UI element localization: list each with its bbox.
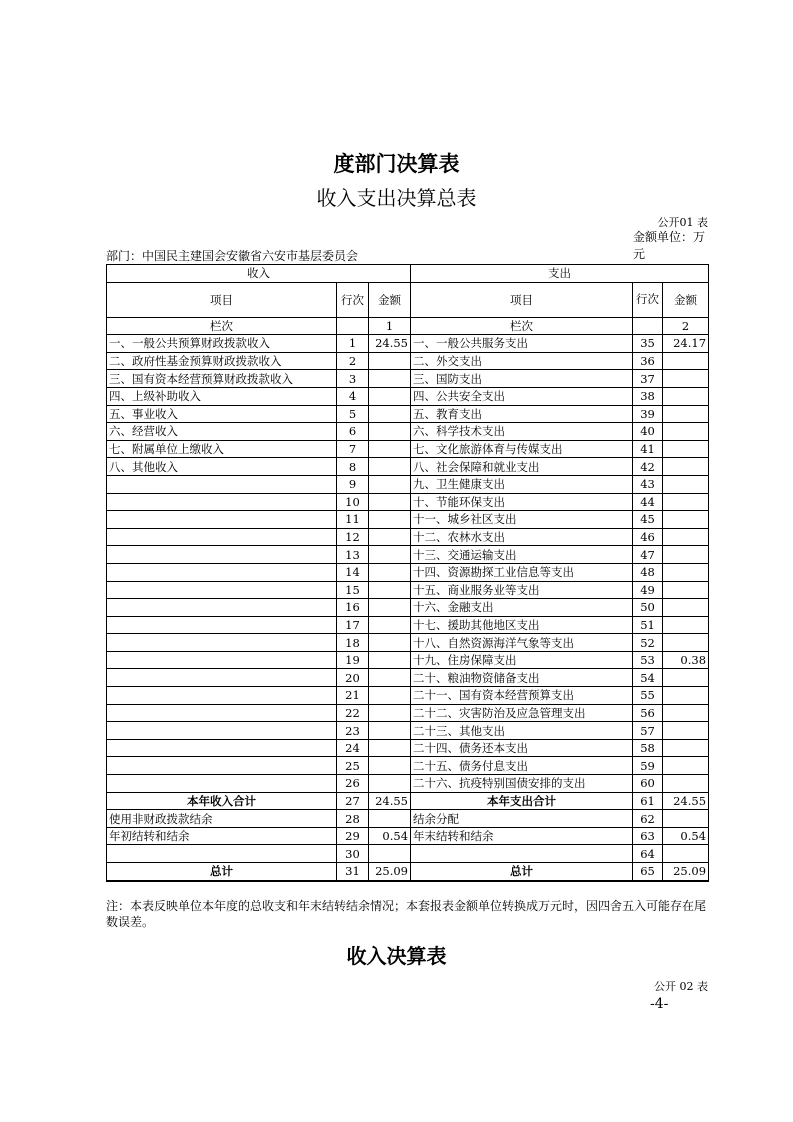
expense-item-cell: 二十、粮油物资储备支出 (411, 669, 633, 687)
income-amount-cell (369, 405, 411, 423)
income-item-cell: 一、一般公共预算财政拨款收入 (107, 335, 337, 353)
expense-rowno-cell: 64 (633, 845, 663, 863)
income-subtotal-label: 本年收入合计 (107, 792, 337, 810)
expense-rowno-header: 行次 (633, 282, 663, 317)
income-item-cell (107, 511, 337, 529)
expense-subtotal-label: 本年支出合计 (411, 792, 633, 810)
income-item-cell (107, 845, 337, 863)
expense-item-cell: 六、科学技术支出 (411, 423, 633, 441)
expense-rowno-cell: 36 (633, 352, 663, 370)
table-row (107, 493, 709, 511)
income-rowno-cell: 5 (337, 405, 369, 423)
expense-total-amount: 25.09 (663, 863, 709, 881)
income-rowno-cell: 6 (337, 423, 369, 441)
income-col-number: 1 (369, 317, 411, 335)
table-row (107, 440, 709, 458)
expense-rowno-cell: 43 (633, 475, 663, 493)
table-row (107, 845, 709, 863)
income-item-cell: 六、经营收入 (107, 423, 337, 441)
income-expense-table (106, 264, 709, 882)
expense-rowno-cell: 47 (633, 546, 663, 564)
income-subtotal-amount: 24.55 (369, 792, 411, 810)
expense-amount-cell (663, 581, 709, 599)
income-rowno-cell: 3 (337, 370, 369, 388)
income-rowno-cell: 14 (337, 563, 369, 581)
expense-item-cell: 结余分配 (411, 810, 633, 828)
expense-item-cell (411, 845, 633, 863)
page-number: -4- (650, 996, 669, 1012)
expense-item-cell: 十一、城乡社区支出 (411, 511, 633, 529)
expense-rowno-cell: 60 (633, 775, 663, 793)
expense-rowno-cell: 40 (633, 423, 663, 441)
income-rowno-cell: 22 (337, 704, 369, 722)
expense-rowno-cell: 35 (633, 335, 663, 353)
income-amount-cell: 24.55 (369, 335, 411, 353)
income-item-cell: 三、国有资本经营预算财政拨款收入 (107, 370, 337, 388)
income-item-cell (107, 651, 337, 669)
expense-amount-cell (663, 775, 709, 793)
income-amount-cell (369, 387, 411, 405)
income-amount-cell (369, 739, 411, 757)
table-row (107, 687, 709, 705)
table-code: 公开01 表 (657, 216, 708, 229)
expense-amount-cell (663, 739, 709, 757)
table-row (107, 704, 709, 722)
expense-rowno-cell: 50 (633, 599, 663, 617)
income-rowno-cell: 7 (337, 440, 369, 458)
expense-amount-cell (663, 757, 709, 775)
expense-rowno-cell: 58 (633, 739, 663, 757)
income-item-cell (107, 775, 337, 793)
department-label: 部门：中国民主建国会安徽省六安市基层委员会 (106, 249, 359, 263)
income-amount-cell: 0.54 (369, 827, 411, 845)
expense-item-cell: 二、外交支出 (411, 352, 633, 370)
table-row (107, 475, 709, 493)
income-item-cell (107, 739, 337, 757)
expense-rowno-cell: 62 (633, 810, 663, 828)
income-item-cell (107, 528, 337, 546)
income-item-cell (107, 599, 337, 617)
expense-total-label: 总计 (411, 863, 633, 881)
expense-amount-header: 金额 (663, 282, 709, 317)
income-item-cell (107, 616, 337, 634)
income-rowno-cell: 12 (337, 528, 369, 546)
income-amount-cell (369, 493, 411, 511)
expense-amount-cell (663, 352, 709, 370)
expense-rowno-cell: 63 (633, 827, 663, 845)
expense-rowno-cell: 44 (633, 493, 663, 511)
income-amount-header: 金额 (369, 282, 411, 317)
table-row (107, 581, 709, 599)
expense-rowno-cell: 45 (633, 511, 663, 529)
table-row (107, 634, 709, 652)
income-amount-cell (369, 511, 411, 529)
expense-rowno-cell: 52 (633, 634, 663, 652)
income-subtotal-no: 27 (337, 792, 369, 810)
expense-item-cell: 九、卫生健康支出 (411, 475, 633, 493)
income-amount-cell (369, 563, 411, 581)
expense-rowno-cell: 37 (633, 370, 663, 388)
expense-item-cell: 十、节能环保支出 (411, 493, 633, 511)
income-amount-cell (369, 757, 411, 775)
expense-header: 支出 (411, 265, 709, 283)
income-rowno-cell: 24 (337, 739, 369, 757)
expense-amount-cell (663, 687, 709, 705)
expense-amount-cell (663, 563, 709, 581)
page-title: 度部门决算表 (333, 151, 460, 176)
table-row (107, 757, 709, 775)
expense-amount-cell (663, 722, 709, 740)
income-amount-cell (369, 581, 411, 599)
expense-rowno-cell: 56 (633, 704, 663, 722)
table-row (107, 546, 709, 564)
table-row (107, 722, 709, 740)
expense-amount-cell (663, 387, 709, 405)
expense-col-blank (633, 317, 663, 335)
income-item-cell: 四、上级补助收入 (107, 387, 337, 405)
expense-amount-cell: 0.38 (663, 651, 709, 669)
income-item-cell (107, 475, 337, 493)
table-row (107, 423, 709, 441)
income-item-cell (107, 634, 337, 652)
income-item-cell (107, 722, 337, 740)
expense-rowno-cell: 41 (633, 440, 663, 458)
expense-amount-cell (663, 810, 709, 828)
income-amount-cell (369, 616, 411, 634)
income-amount-cell (369, 775, 411, 793)
income-rowno-header: 行次 (337, 282, 369, 317)
income-rowno-cell: 19 (337, 651, 369, 669)
expense-rowno-cell: 53 (633, 651, 663, 669)
income-col-label: 栏次 (107, 317, 337, 335)
income-rowno-cell: 10 (337, 493, 369, 511)
income-amount-cell (369, 845, 411, 863)
expense-item-cell: 三、国防支出 (411, 370, 633, 388)
income-total-no: 31 (337, 863, 369, 881)
table-row (107, 458, 709, 476)
income-amount-cell (369, 810, 411, 828)
income-rowno-cell: 15 (337, 581, 369, 599)
expense-amount-cell (663, 370, 709, 388)
income-rowno-cell: 1 (337, 335, 369, 353)
table-row (107, 352, 709, 370)
expense-amount-cell: 0.54 (663, 827, 709, 845)
expense-item-cell: 二十四、债务还本支出 (411, 739, 633, 757)
expense-amount-cell (663, 475, 709, 493)
income-amount-cell (369, 546, 411, 564)
expense-amount-cell (663, 440, 709, 458)
income-rowno-cell: 20 (337, 669, 369, 687)
table-row (107, 775, 709, 793)
income-amount-cell (369, 423, 411, 441)
income-item-cell: 七、附属单位上缴收入 (107, 440, 337, 458)
income-rowno-cell: 17 (337, 616, 369, 634)
income-rowno-cell: 18 (337, 634, 369, 652)
expense-amount-cell (663, 634, 709, 652)
expense-amount-cell (663, 493, 709, 511)
income-item-cell: 使用非财政拨款结余 (107, 810, 337, 828)
income-amount-cell (369, 669, 411, 687)
table-row (107, 387, 709, 405)
table-row (107, 511, 709, 529)
expense-amount-cell (663, 458, 709, 476)
income-rowno-cell: 29 (337, 827, 369, 845)
income-item-cell (107, 757, 337, 775)
expense-item-cell: 十八、自然资源海洋气象等支出 (411, 634, 633, 652)
expense-item-cell: 二十六、抗疫特别国债安排的支出 (411, 775, 633, 793)
income-header: 收入 (107, 265, 411, 283)
expense-amount-cell (663, 616, 709, 634)
income-total-label: 总计 (107, 863, 337, 881)
table-row (107, 563, 709, 581)
expense-item-cell: 四、公共安全支出 (411, 387, 633, 405)
income-rowno-cell: 16 (337, 599, 369, 617)
expense-rowno-cell: 57 (633, 722, 663, 740)
income-item-cell (107, 669, 337, 687)
table-row (107, 810, 709, 828)
next-table-code: 公开 02 表 (654, 980, 708, 993)
expense-col-label: 栏次 (411, 317, 633, 335)
income-total-amount: 25.09 (369, 863, 411, 881)
table-row (107, 405, 709, 423)
expense-amount-cell (663, 599, 709, 617)
income-amount-cell (369, 651, 411, 669)
expense-col-number: 2 (663, 317, 709, 335)
unit-label: 金额单位：万元 (633, 230, 706, 261)
income-amount-cell (369, 722, 411, 740)
expense-amount-cell (663, 511, 709, 529)
income-item-cell: 二、政府性基金预算财政拨款收入 (107, 352, 337, 370)
income-rowno-cell: 23 (337, 722, 369, 740)
income-col-blank (337, 317, 369, 335)
income-rowno-cell: 9 (337, 475, 369, 493)
income-rowno-cell: 8 (337, 458, 369, 476)
expense-amount-cell (663, 546, 709, 564)
income-item-cell (107, 581, 337, 599)
income-rowno-cell: 25 (337, 757, 369, 775)
expense-amount-cell (663, 845, 709, 863)
income-item-cell (107, 563, 337, 581)
next-table-title: 收入决算表 (346, 944, 447, 968)
income-amount-cell (369, 634, 411, 652)
expense-item-header: 项目 (411, 282, 633, 317)
expense-rowno-cell: 59 (633, 757, 663, 775)
expense-item-cell: 一、一般公共服务支出 (411, 335, 633, 353)
expense-item-cell: 八、社会保障和就业支出 (411, 458, 633, 476)
income-item-cell: 五、事业收入 (107, 405, 337, 423)
table-row (107, 669, 709, 687)
income-amount-cell (369, 687, 411, 705)
income-rowno-cell: 2 (337, 352, 369, 370)
expense-rowno-cell: 49 (633, 581, 663, 599)
income-rowno-cell: 28 (337, 810, 369, 828)
expense-amount-cell (663, 423, 709, 441)
table-row (107, 651, 709, 669)
expense-rowno-cell: 42 (633, 458, 663, 476)
expense-rowno-cell: 48 (633, 563, 663, 581)
expense-subtotal-no: 61 (633, 792, 663, 810)
expense-item-cell: 五、教育支出 (411, 405, 633, 423)
income-amount-cell (369, 475, 411, 493)
table-row (107, 616, 709, 634)
income-amount-cell (369, 440, 411, 458)
table-row (107, 599, 709, 617)
income-rowno-cell: 26 (337, 775, 369, 793)
income-rowno-cell: 13 (337, 546, 369, 564)
table-row (107, 528, 709, 546)
expense-rowno-cell: 39 (633, 405, 663, 423)
income-item-cell: 年初结转和结余 (107, 827, 337, 845)
expense-rowno-cell: 54 (633, 669, 663, 687)
income-amount-cell (369, 704, 411, 722)
expense-item-cell: 十七、援助其他地区支出 (411, 616, 633, 634)
expense-subtotal-amount: 24.55 (663, 792, 709, 810)
income-rowno-cell: 11 (337, 511, 369, 529)
income-item-cell (107, 687, 337, 705)
expense-item-cell: 十九、住房保障支出 (411, 651, 633, 669)
table-row (107, 739, 709, 757)
expense-rowno-cell: 38 (633, 387, 663, 405)
income-rowno-cell: 4 (337, 387, 369, 405)
expense-amount-cell (663, 669, 709, 687)
expense-rowno-cell: 51 (633, 616, 663, 634)
table-row (107, 370, 709, 388)
income-item-cell (107, 546, 337, 564)
income-item-header: 项目 (107, 282, 337, 317)
income-amount-cell (369, 370, 411, 388)
table-note: 注：本表反映单位本年度的总收支和年末结转结余情况；本套报表金额单位转换成万元时，因四舍五入可能存在尾数误差。 (106, 899, 707, 929)
expense-item-cell: 二十一、国有资本经营预算支出 (411, 687, 633, 705)
income-amount-cell (369, 599, 411, 617)
expense-item-cell: 十六、金融支出 (411, 599, 633, 617)
expense-amount-cell (663, 405, 709, 423)
expense-item-cell: 二十五、债务付息支出 (411, 757, 633, 775)
expense-item-cell: 十二、农林水支出 (411, 528, 633, 546)
expense-item-cell: 十四、资源勘探工业信息等支出 (411, 563, 633, 581)
expense-item-cell: 二十二、灾害防治及应急管理支出 (411, 704, 633, 722)
income-amount-cell (369, 528, 411, 546)
income-item-cell (107, 704, 337, 722)
expense-amount-cell (663, 528, 709, 546)
income-item-cell: 八、其他收入 (107, 458, 337, 476)
table-row (107, 335, 709, 353)
expense-total-no: 65 (633, 863, 663, 881)
income-rowno-cell: 21 (337, 687, 369, 705)
income-item-cell (107, 493, 337, 511)
expense-amount-cell (663, 704, 709, 722)
expense-rowno-cell: 46 (633, 528, 663, 546)
income-amount-cell (369, 458, 411, 476)
table-row (107, 827, 709, 845)
expense-item-cell: 十五、商业服务业等支出 (411, 581, 633, 599)
income-amount-cell (369, 352, 411, 370)
table-title: 收入支出决算总表 (316, 186, 477, 210)
expense-item-cell: 七、文化旅游体育与传媒支出 (411, 440, 633, 458)
expense-item-cell: 二十三、其他支出 (411, 722, 633, 740)
expense-item-cell: 十三、交通运输支出 (411, 546, 633, 564)
expense-item-cell: 年末结转和结余 (411, 827, 633, 845)
income-rowno-cell: 30 (337, 845, 369, 863)
expense-rowno-cell: 55 (633, 687, 663, 705)
expense-amount-cell: 24.17 (663, 335, 709, 353)
